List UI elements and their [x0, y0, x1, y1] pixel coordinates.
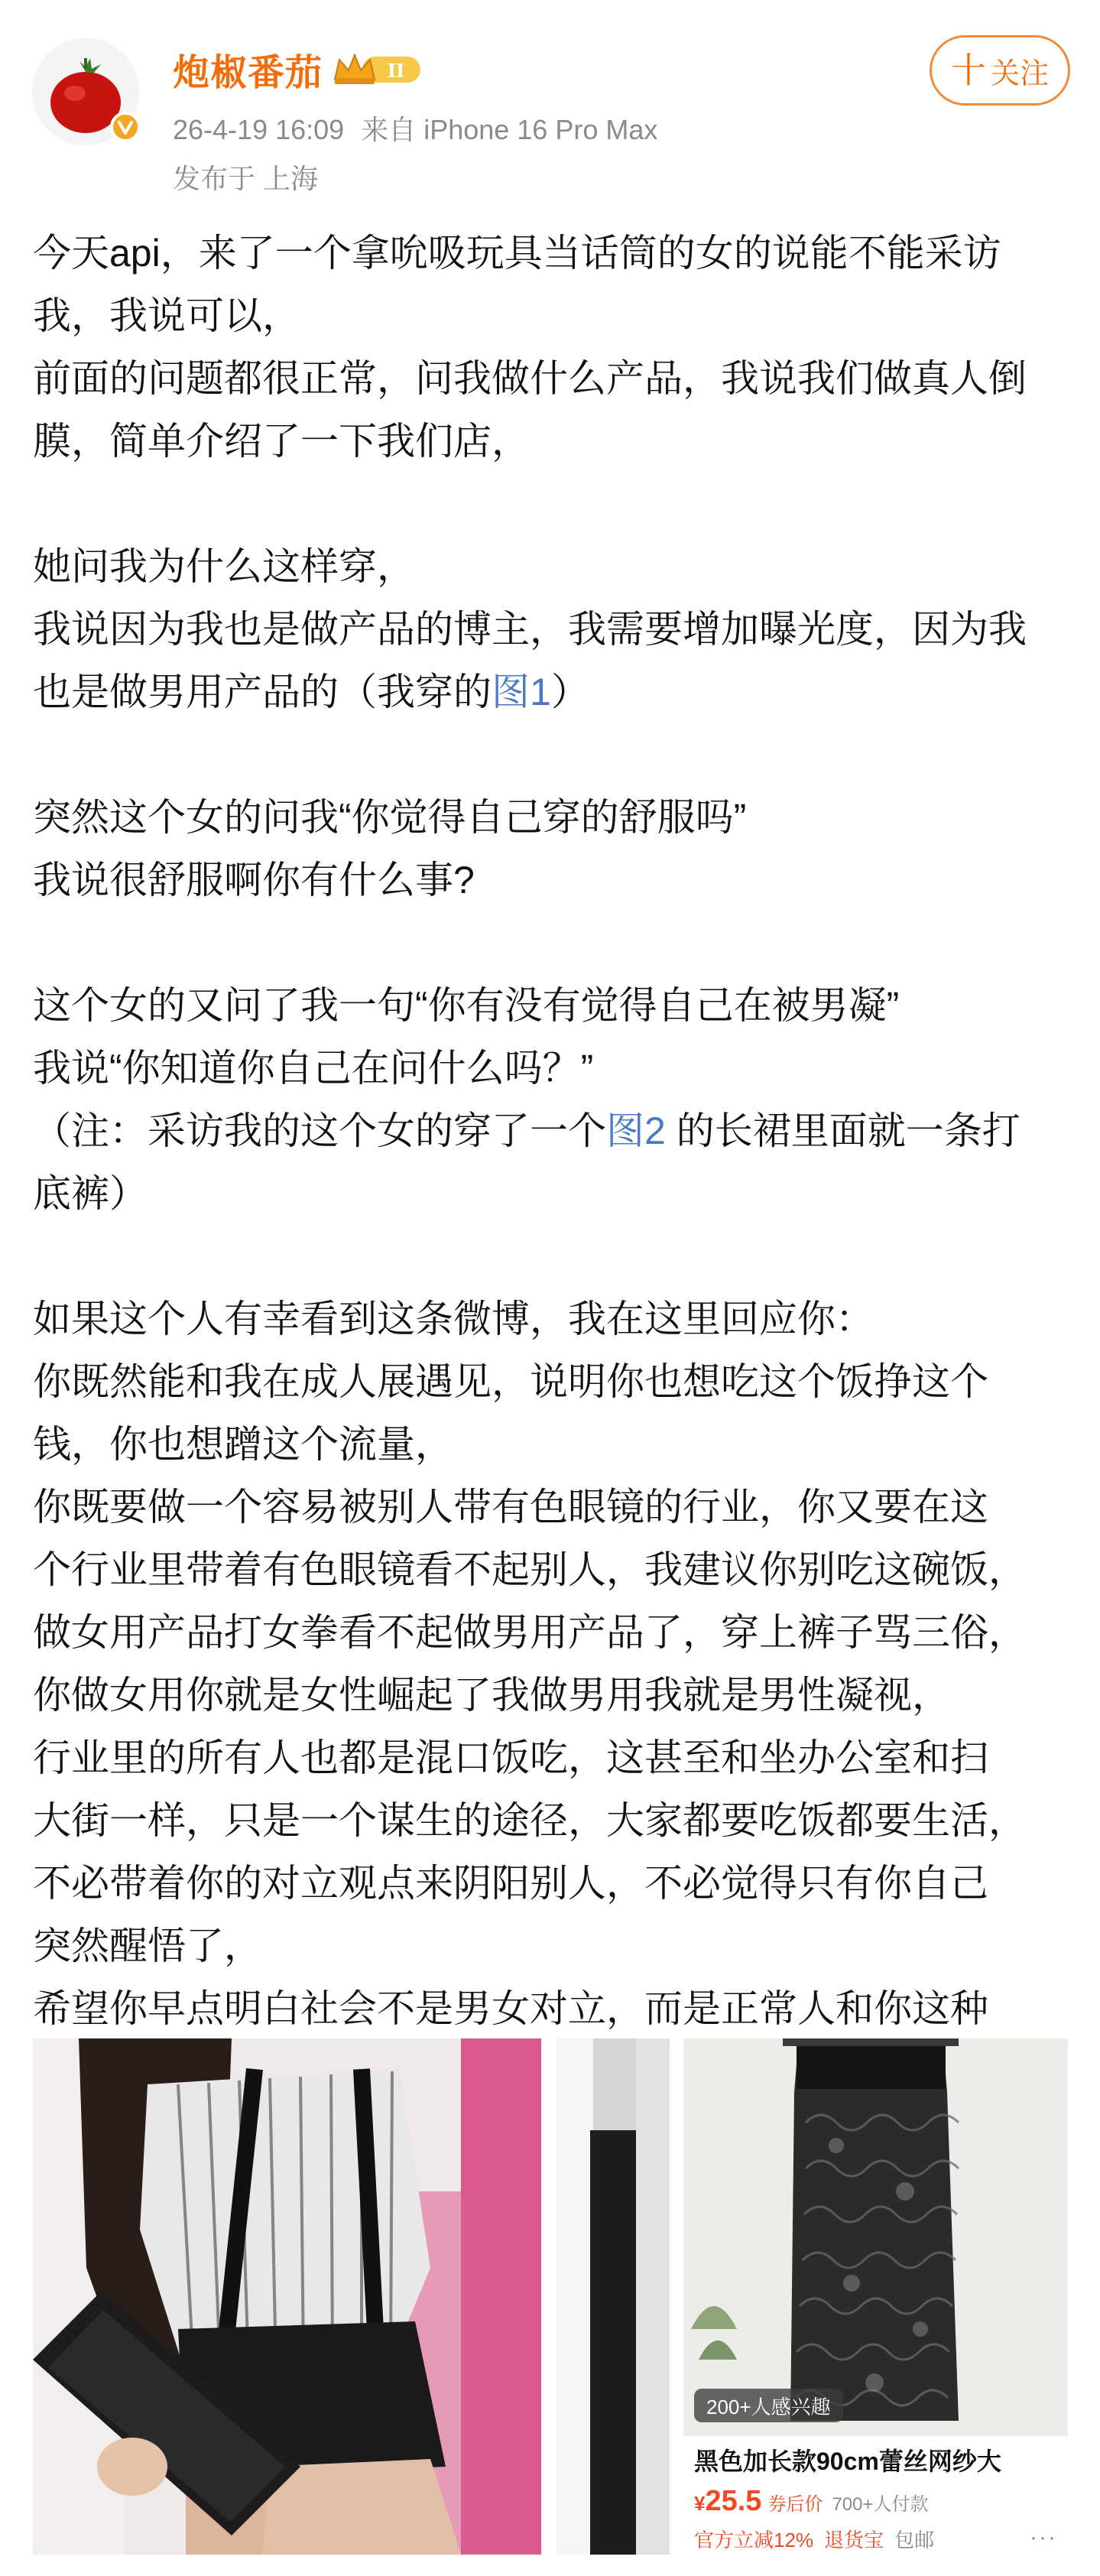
blank-line	[33, 1225, 1072, 1288]
username[interactable]: 炮椒番茄	[173, 52, 323, 93]
post-line: 个行业里带着有色眼镜看不起别人，我建议你别吃这碗饭，	[33, 1548, 1027, 1591]
post-line: 如果这个人有幸看到这条微博，我在这里回应你：	[33, 1298, 874, 1340]
image-gallery	[33, 2038, 1068, 2555]
more-options-icon[interactable]: ···	[1030, 2525, 1057, 2550]
post-source: 来自 iPhone 16 Pro Max	[361, 114, 658, 145]
post-line: 今天api，来了一个拿吮吸玩具当话筒的女的说能不能采访	[33, 232, 1001, 274]
price-row	[694, 2485, 929, 2520]
price-value: 25.5	[705, 2485, 762, 2517]
post-line: 你既要做一个容易被别人带有色眼镜的行业，你又要在这	[33, 1486, 988, 1528]
post-timestamp: 26-4-19 16:09	[173, 114, 345, 145]
post-line: 突然这个女的问我“你觉得自己穿的舒服吗”	[33, 796, 747, 839]
crown-vip-icon[interactable]	[332, 47, 423, 90]
post-text	[33, 222, 1072, 2103]
promo-row	[694, 2525, 934, 2552]
post-line: 底裤）	[33, 1172, 148, 1215]
post-line: 我说很舒服啊你有什么事?	[33, 859, 475, 901]
vip-level: II	[387, 60, 405, 82]
post-line: 大街一样，只是一个谋生的途径，大家都要吃饭都要生活，	[33, 1799, 1027, 1842]
post-line: 前面的问题都很正常，问我做什么产品，我说我们做真人倒	[33, 357, 1027, 400]
post-line-suffix: 的长裙里面就一条打	[665, 1109, 1021, 1152]
post-line: 行业里的所有人也都是混口饭吃，这甚至和坐办公室和扫	[33, 1736, 988, 1779]
photo-1[interactable]	[33, 2038, 541, 2555]
post-line: 她问我为什么这样穿，	[33, 545, 415, 588]
follow-button[interactable]	[930, 35, 1070, 106]
post-line-with-link	[33, 1100, 1072, 1162]
image-link-2[interactable]: 图2	[606, 1109, 666, 1152]
post-line-text: 也是做男用产品的（我穿的	[33, 671, 492, 713]
photo-2[interactable]	[556, 2038, 670, 2555]
post-header	[0, 0, 1100, 194]
post-line: 我说因为我也是做产品的博主，我需要增加曝光度，因为我	[33, 608, 1027, 651]
blank-line	[33, 723, 1072, 786]
blank-line	[33, 911, 1072, 974]
post-line: 这个女的又问了我一句“你有没有觉得自己在被男凝”	[33, 984, 900, 1027]
image-link-1[interactable]: 图1	[492, 671, 551, 713]
product-image	[683, 2038, 1068, 2436]
post-meta	[173, 109, 657, 148]
post-location: 发布于 上海	[173, 163, 319, 194]
promo-shipping: 包邮	[894, 2528, 935, 2552]
post-line: 我，我说可以，	[33, 294, 300, 337]
product-card[interactable]	[683, 2038, 1068, 2555]
post-line: 希望你早点明白社会不是男女对立，而是正常人和你这种	[33, 1987, 988, 2030]
blank-line	[33, 473, 1072, 535]
price-currency: ¥	[694, 2492, 706, 2515]
post-line: 突然醒悟了，	[33, 1925, 262, 1967]
plus-icon: 十	[950, 50, 986, 90]
sold-count: 700+人付款	[832, 2494, 929, 2515]
post-line: 钱，你也想蹭这个流量，	[33, 1423, 453, 1466]
verified-v-icon	[110, 112, 141, 142]
post-line-suffix: ）	[550, 671, 589, 713]
product-title: 黑色加长款90cm蕾丝网纱大	[694, 2448, 1001, 2475]
interest-badge: 200+人感兴趣	[694, 2389, 843, 2422]
post-line: 不必带着你的对立观点来阴阳别人，不必觉得只有你自己	[33, 1862, 988, 1905]
post-line: 我说“你知道你自己在问什么吗？”	[33, 1047, 594, 1090]
promo-discount: 官方立减12%	[694, 2528, 814, 2552]
promo-return: 退货宝	[824, 2528, 884, 2552]
follow-label: 关注	[990, 57, 1049, 90]
username-row	[173, 40, 423, 98]
price-label: 券后价	[767, 2494, 823, 2515]
avatar[interactable]	[32, 38, 139, 145]
post-line: 你既然能和我在成人展遇见，说明你也想吃这个饭挣这个	[33, 1360, 988, 1403]
post-line: 你做女用你就是女性崛起了我做男用我就是男性凝视，	[33, 1674, 950, 1717]
post-line: 做女用产品打女拳看不起做男用产品了，穿上裤子骂三俗，	[33, 1611, 1027, 1654]
post-line-with-link	[33, 661, 1072, 723]
post-line: 膜，简单介绍了一下我们店，	[33, 420, 530, 463]
post-line-text: （注：采访我的这个女的穿了一个	[33, 1109, 606, 1152]
